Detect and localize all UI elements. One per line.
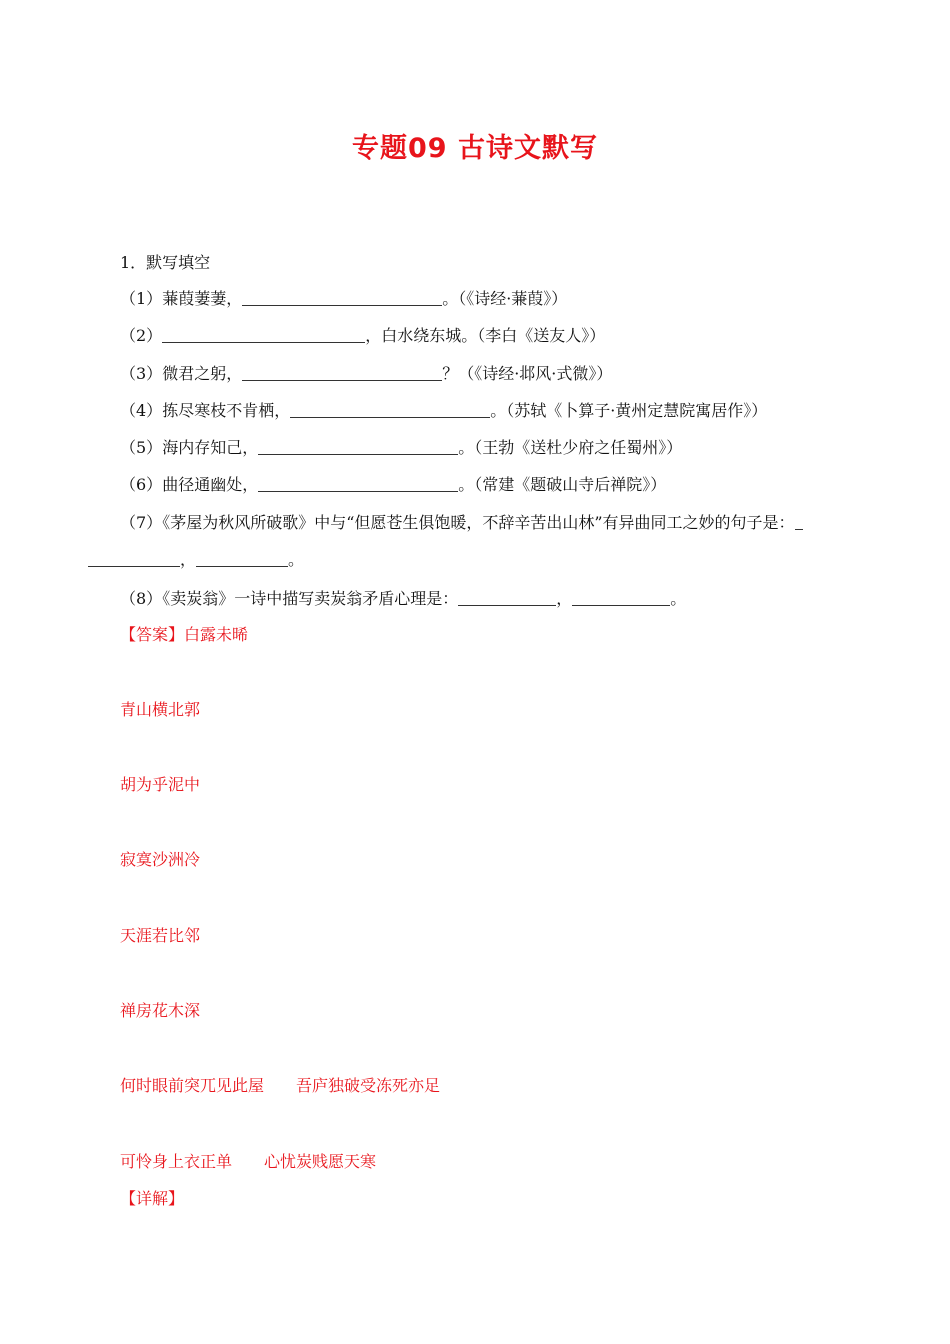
- answer-blank: [572, 589, 670, 606]
- answer-line-3: [120, 775, 200, 795]
- answer-line-7: [120, 1076, 440, 1096]
- question-item-4: [120, 401, 767, 421]
- item-number: （7）: [120, 513, 163, 532]
- answer-text: 心忧炭贱愿天寒: [264, 1152, 377, 1171]
- question-item-2: [120, 326, 605, 346]
- answer-blank: [196, 550, 288, 567]
- item-source: 。（常建《题破山寺后禅院》）: [458, 475, 667, 494]
- answer-text: 寂寞沙洲冷: [120, 850, 201, 869]
- item-prompt: 《卖炭翁》一诗中描写卖炭翁矛盾心理是：: [162, 589, 459, 608]
- answer-blank: [242, 289, 442, 306]
- item-prompt: 海内存知己，: [162, 438, 259, 457]
- answer-text: 天涯若比邻: [120, 926, 201, 945]
- item-source: 。（王勃《送杜少府之任蜀州》）: [458, 438, 683, 457]
- item-number: （5）: [120, 438, 163, 457]
- question-item-6: [120, 475, 666, 495]
- item-prompt: 蒹葭萋萋，: [162, 289, 243, 308]
- item-source: ？（《诗经·邶风·式微》）: [442, 364, 613, 383]
- answer-line-8: [120, 1152, 376, 1172]
- item-number: （4）: [120, 401, 163, 420]
- answer-label: 【答案】: [120, 625, 185, 644]
- item-number: （8）: [120, 589, 163, 608]
- answer-blank: [258, 438, 458, 455]
- answer-line-6: [120, 1001, 200, 1021]
- answer-blank: [290, 401, 490, 418]
- item-number: （6）: [120, 475, 163, 494]
- question-item-5: [120, 438, 682, 458]
- question-heading: 1．默写填空: [120, 253, 211, 272]
- answer-text: 胡为乎泥中: [120, 775, 201, 794]
- item-prompt: 拣尽寒枝不肯栖，: [162, 401, 291, 420]
- answer-line-4: [120, 850, 200, 870]
- item-source: 。（《诗经·蒹葭》）: [442, 289, 568, 308]
- item-number: （2）: [120, 326, 163, 345]
- question-item-7: [120, 513, 803, 533]
- answer-text: 何时眼前突兀见此屋: [120, 1076, 265, 1095]
- answer-text: 白露未晞: [184, 625, 249, 644]
- item-number: （3）: [120, 364, 163, 383]
- item-source: 。（苏轼《卜算子·黄州定慧院寓居作》）: [490, 401, 768, 420]
- answer-blank: [162, 326, 365, 343]
- question-item-3: [120, 364, 612, 384]
- answer-line-5: [120, 926, 200, 946]
- answer-text: 吾庐独破受冻死亦足: [296, 1076, 441, 1095]
- answer-blank: [795, 513, 803, 530]
- item-prompt: 曲径通幽处，: [162, 475, 259, 494]
- item-number: （1）: [120, 289, 163, 308]
- item-prompt: 《茅屋为秋风所破歌》中与“但愿苍生俱饱暖，不辞辛苦出山林”有异曲同工之妙的句子是：: [162, 513, 795, 532]
- answer-text: 禅房花木深: [120, 1001, 201, 1020]
- detail-label: 【详解】: [120, 1189, 185, 1208]
- question-item-8: （8）《卖炭翁》一诗中描写卖炭翁矛盾心理是： ， 。: [120, 589, 687, 608]
- question-item-1: [120, 289, 567, 309]
- answer-line-1: [120, 625, 248, 645]
- item-prompt: 微君之躬，: [162, 364, 243, 383]
- answer-text: 青山横北郭: [120, 700, 201, 719]
- question-item-7-continued: ， 。: [88, 550, 304, 570]
- item-source: ，白水绕东城。（李白《送友人》）: [365, 326, 606, 345]
- page-title: 专题09 古诗文默写: [352, 133, 598, 164]
- answer-text: 可怜身上衣正单: [120, 1152, 233, 1171]
- answer-line-2: [120, 700, 200, 720]
- answer-blank: [88, 550, 180, 567]
- answer-blank: [258, 475, 458, 492]
- answer-blank: [242, 364, 442, 381]
- answer-blank: [458, 589, 556, 606]
